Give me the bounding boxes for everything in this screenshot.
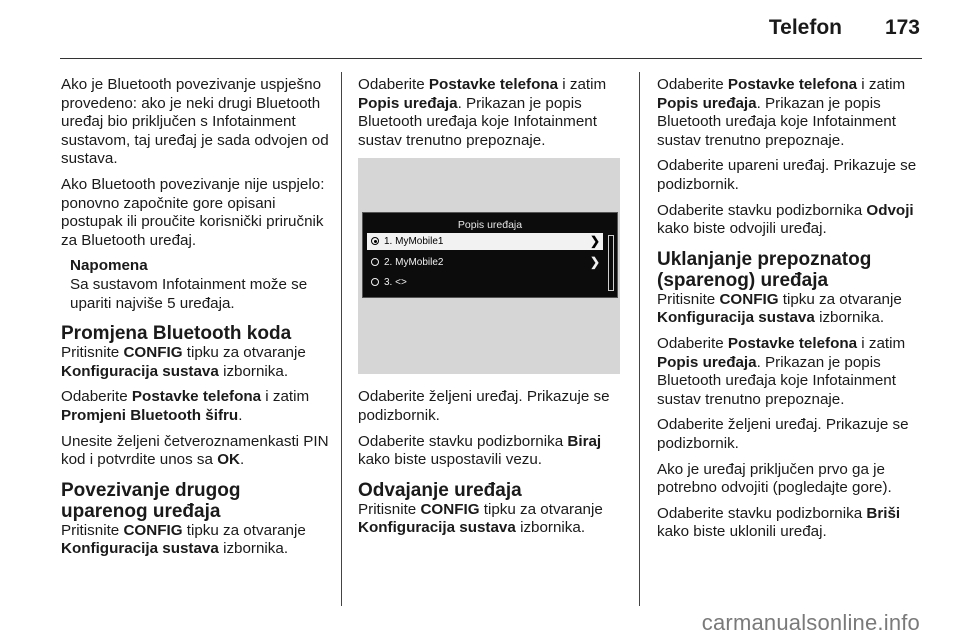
section-heading: Promjena Bluetooth koda <box>61 323 292 345</box>
header-rule <box>60 58 922 59</box>
paragraph: Odaberite Postavke telefona i zatim Promjeni Bluetooth šifru. <box>61 388 310 424</box>
chevron-right-icon: ❯ <box>589 255 600 270</box>
paragraph: Pritisnite CONFIG tipku za otvaranje Konfiguracija sustava izbornika. <box>61 344 306 380</box>
screen-title: Popis uređaja <box>457 219 523 232</box>
paragraph: Unesite željeni četveroznamenkasti PIN kod i potvrdite unos sa OK. <box>61 432 329 469</box>
column-2 <box>358 76 628 545</box>
section-heading: Uklanjanje prepoznatog (sparenog) uređaja <box>657 248 872 291</box>
paragraph: Odaberite Postavke telefona i zatim Popis uređaja. Prikazan je popis Bluetooth uređaja koje Infotainment sustav trenutno prepoznaje. <box>358 76 607 149</box>
note-title: Napomena <box>70 257 148 275</box>
note-box <box>70 257 329 313</box>
note-text: Sa sustavom Infotainment može se upariti najviše 5 uređaja. <box>70 275 308 312</box>
paragraph: Ako je Bluetooth povezivanje uspješno provedeno: ako je neki drugi Bluetooth uređaj bio priključen s Infotainment sustavom, taj uređaj je sada odvojen od sustava. <box>61 76 329 168</box>
paragraph: Pritisnite CONFIG tipku za otvaranje Konfiguracija sustava izbornika. <box>61 521 306 558</box>
section-heading: Povezivanje drugog uparenog uređaja <box>61 479 241 522</box>
paragraph: Pritisnite CONFIG tipku za otvaranje Konfiguracija sustava izbornika. <box>358 500 603 537</box>
paragraph: Odaberite stavku podizbornika Briši kako biste uklonili uređaj. <box>657 504 901 541</box>
column-3 <box>657 76 927 549</box>
chevron-right-icon: ❯ <box>589 234 600 249</box>
device-list-item: 2. MyMobile2 ❯ <box>367 254 603 271</box>
radio-selected-icon <box>371 237 379 245</box>
paragraph: Odaberite Postavke telefona i zatim Popis uređaja. Prikazan je popis Bluetooth uređaja koje Infotainment sustav trenutno prepoznaje. <box>657 334 906 408</box>
column-divider <box>639 72 640 606</box>
paragraph: Odaberite Postavke telefona i zatim Popis uređaja. Prikazan je popis Bluetooth uređaja koje Infotainment sustav trenutno prepoznaje. <box>657 76 906 149</box>
column-divider <box>341 72 342 606</box>
page-section-title: Telefon <box>768 16 842 39</box>
radio-icon <box>371 278 379 286</box>
paragraph: Ako je uređaj priključen prvo ga je potrebno odvojiti (pogledajte gore). <box>657 460 892 497</box>
infotainment-screen <box>362 212 618 298</box>
radio-icon <box>371 258 379 266</box>
paragraph: Odaberite željeni uređaj. Prikazuje se podizbornik. <box>358 388 610 424</box>
paragraph: Odaberite stavku podizbornika Biraj kako biste uspostavili vezu. <box>358 432 602 469</box>
device-list-item: 1. MyMobile1 ❯ <box>367 233 603 250</box>
paragraph: Ako Bluetooth povezivanje nije uspjelo: ponovno započnite gore opisani postupak ili proučite korisnički priručnik za Bluetooth uređaj. <box>61 175 325 249</box>
paragraph: Pritisnite CONFIG tipku za otvaranje Konfiguracija sustava izbornika. <box>657 290 902 327</box>
device-list-item: 3. <> <box>367 274 603 291</box>
page-number: 173 <box>884 16 920 39</box>
paragraph: Odaberite željeni uređaj. Prikazuje se podizbornik. <box>657 416 909 452</box>
device-list-screenshot <box>358 158 620 374</box>
watermark: carmanualsonline.info <box>701 610 920 635</box>
paragraph: Odaberite stavku podizbornika Odvoji kako biste odvojili uređaj. <box>657 201 914 238</box>
paragraph: Odaberite upareni uređaj. Prikazuje se podizbornik. <box>657 157 917 193</box>
section-heading: Odvajanje uređaja <box>358 479 522 501</box>
column-1 <box>61 76 329 566</box>
scrollbar <box>608 235 614 291</box>
